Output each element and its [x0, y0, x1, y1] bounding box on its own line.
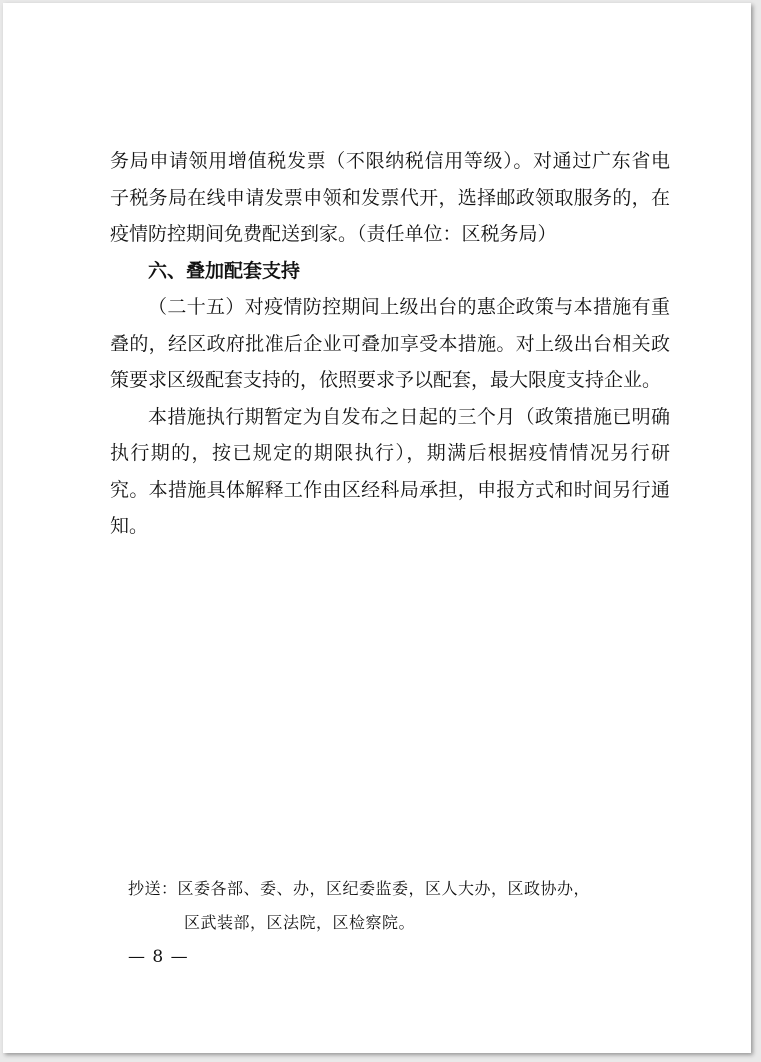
paragraph-policy-overlap: （二十五）对疫情防控期间上级出台的惠企政策与本措施有重叠的，经区政府批准后企业可叠加享受本措施。对上级出台相关政策要求区级配套支持的，依照要求予以配套，最大限度支持企业。 [110, 296, 670, 391]
document-body [110, 143, 670, 545]
cc-block [128, 872, 668, 940]
document-page [3, 3, 751, 1053]
cc-line-2: 区武装部，区法院，区检察院。 [184, 913, 416, 932]
page-number: — 8 — [128, 947, 189, 967]
section-heading: 六、叠加配套支持 [148, 259, 301, 282]
cc-line-1: 抄送：区委各部、委、办，区纪委监委，区人大办，区政协办， [128, 879, 591, 898]
paragraph-tax-invoice: 务局申请领用增值税发票（不限纳税信用等级）。对通过广东省电子税务局在线申请发票申领和发票代开，选择邮政领取服务的，在疫情防控期间免费配送到家。（责任单位：区税务局） [110, 150, 670, 245]
paragraph-execution-period: 本措施执行期暂定为自发布之日起的三个月（政策措施已明确执行期的，按已规定的期限执行），期满后根据疫情情况另行研究。本措施具体解释工作由区经科局承担，申报方式和时间另行通知。 [110, 405, 670, 537]
